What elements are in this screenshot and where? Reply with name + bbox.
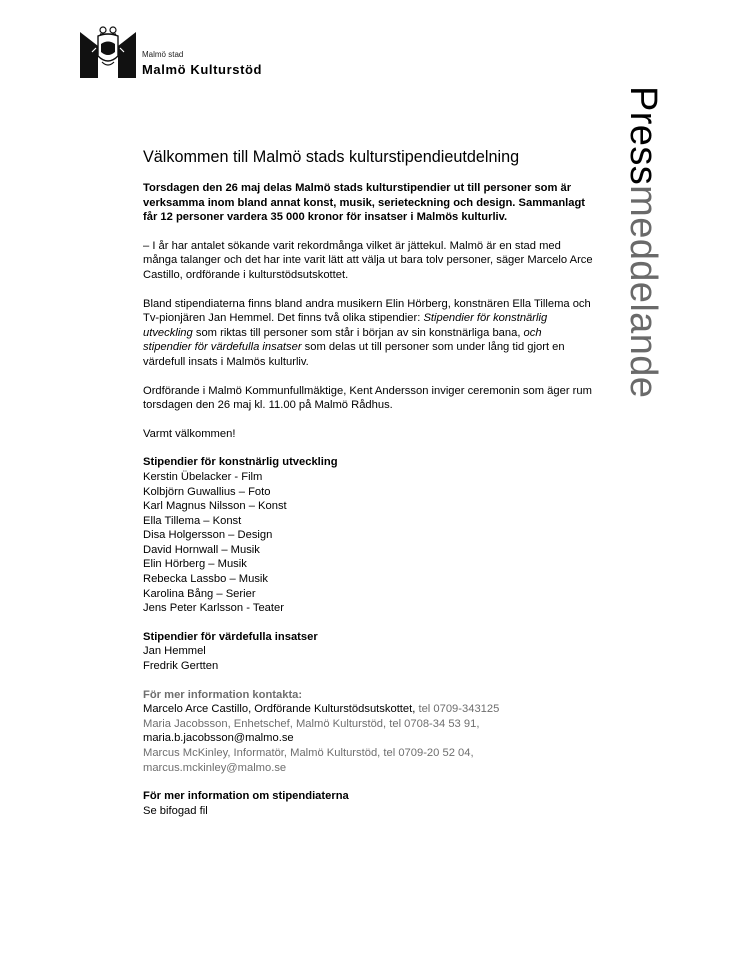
contact-email-link[interactable]: maria.b.jacobsson@malmo.se bbox=[143, 732, 294, 745]
list-item: Kolbjörn Guwallius – Foto bbox=[143, 485, 271, 498]
ceremony-paragraph: Ordförande i Malmö Kommunfullmäktige, Kent Andersson inviger ceremonin som äger rum torsdagen den 26 maj kl. 11.00 på Malmö Rådhus. bbox=[143, 384, 592, 412]
welcome-text: Varmt välkommen! bbox=[143, 427, 236, 440]
contact-block bbox=[143, 688, 593, 776]
list-item: Jens Peter Karlsson - Teater bbox=[143, 602, 284, 615]
list-item: Karl Magnus Nilsson – Konst bbox=[143, 500, 287, 513]
list-item: Ella Tillema – Konst bbox=[143, 514, 242, 527]
lead-paragraph: Torsdagen den 26 maj delas Malmö stads kulturstipendier ut till personer som är verksamma inom bland annat konst, musik, serieteckning och design. Sammanlagt får 12 personer vardera 35 000 kronor för insatser i Malmös kulturliv. bbox=[143, 182, 586, 224]
list-item: Fredrik Gertten bbox=[143, 660, 219, 673]
contact-name: Marcelo Arce Castillo, Ordförande Kulturstödsutskottet, bbox=[143, 703, 416, 716]
more-info-heading: För mer information om stipendiaterna bbox=[143, 790, 349, 803]
more-info-text: Se bifogad fil bbox=[143, 804, 208, 817]
valuable-list bbox=[143, 644, 593, 673]
list-item: Jan Hemmel bbox=[143, 645, 206, 658]
development-heading: Stipendier för konstnärlig utveckling bbox=[143, 456, 338, 469]
organization-name: Malmö Kulturstöd bbox=[142, 62, 263, 77]
list-item: Disa Holgersson – Design bbox=[143, 529, 273, 542]
development-list bbox=[143, 470, 593, 616]
stipendiater-paragraph bbox=[143, 297, 593, 370]
quote-paragraph: – I år har antalet sökande varit rekordmånga vilket är jättekul. Malmö är en stad med många talanger och det har inte varit lätt att välja ut bara tolv personer, säger Marcelo Arce Castillo, ordförande i kulturstödsutskottet. bbox=[143, 239, 593, 281]
valuable-heading: Stipendier för värdefulla insatser bbox=[143, 630, 318, 643]
malmo-coat-of-arms-logo bbox=[80, 22, 136, 78]
paragraph-emphasis: Stipendier för konstnärlig utveckling bbox=[143, 312, 548, 339]
press-release-vertical-label bbox=[611, 86, 675, 398]
page-title: Välkommen till Malmö stads kulturstipendieutdelning bbox=[143, 148, 520, 166]
vertical-label-dark: Press bbox=[622, 86, 664, 186]
paragraph-emphasis: och stipendier för värdefulla insatser bbox=[143, 326, 542, 354]
list-item: Karolina Bång – Serier bbox=[143, 587, 256, 600]
contact-heading: För mer information kontakta: bbox=[143, 688, 303, 701]
list-item: Elin Hörberg – Musik bbox=[143, 558, 247, 571]
paragraph-text: Bland stipendiaterna finns bland andra musikern Elin Hörberg, konstnären Ella Tillema och Tv-pionjären Jan Hemmel. Det finns två olika stipendier: bbox=[143, 297, 591, 325]
list-item: Kerstin Übelacker - Film bbox=[143, 470, 263, 483]
contact-email-link[interactable]: marcus.mckinley@malmo.se bbox=[143, 761, 287, 774]
organization-small-label: Malmö stad bbox=[142, 50, 184, 59]
list-item: Rebecka Lassbo – Musik bbox=[143, 573, 268, 586]
contact-line bbox=[143, 702, 593, 717]
contact-line: Maria Jacobsson, Enhetschef, Malmö Kulturstöd, tel 0708-34 53 91, bbox=[143, 717, 480, 730]
vertical-label-light: meddelande bbox=[622, 185, 664, 399]
list-item: David Hornwall – Musik bbox=[143, 543, 260, 556]
press-release-body bbox=[143, 147, 593, 818]
paragraph-text: som riktas till personer som står i början av sin konstnärliga bana, bbox=[192, 326, 524, 339]
contact-line: Marcus McKinley, Informatör, Malmö Kulturstöd, tel 0709-20 52 04, bbox=[143, 747, 474, 759]
paragraph-text: som delas ut till personer som under lång tid gjort en värdefull insats i Malmös kulturliv. bbox=[143, 341, 565, 368]
contact-phone: tel 0709-343125 bbox=[415, 703, 500, 716]
